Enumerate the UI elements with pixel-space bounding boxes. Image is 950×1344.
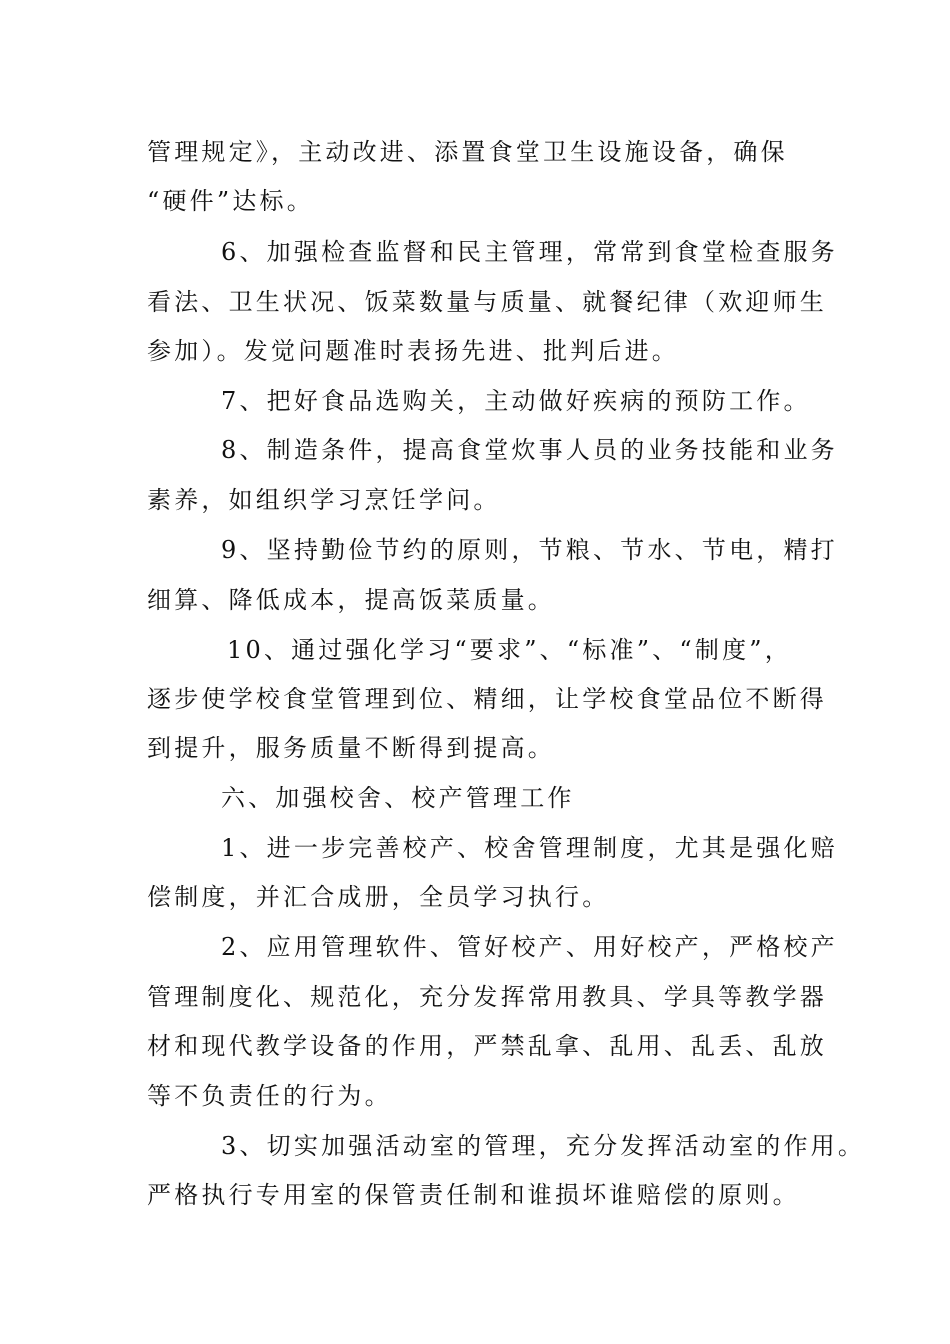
text-line: 素养，如组织学习烹饪学问。 [147, 486, 501, 514]
text-line: 严格执行专用室的保管责任制和谁损坏谁赔偿的原则。 [147, 1181, 800, 1209]
text-line: 偿制度，并汇合成册，全员学习执行。 [147, 883, 610, 911]
text-line: 看法、卫生状况、饭菜数量与质量、就餐纪律（欢迎师生 [147, 288, 827, 316]
section-heading: 六、加强校舍、校产管理工作 [221, 784, 575, 812]
paragraph-item-6: 6、加强检查监督和民主管理，常常到食堂检查服务 [221, 238, 838, 266]
paragraph-item-7: 7、把好食品选购关，主动做好疾病的预防工作。 [221, 387, 811, 415]
paragraph-item-3: 3、切实加强活动室的管理，充分发挥活动室的作用。 [221, 1132, 866, 1160]
text-line: 管理规定》，主动改进、添置食堂卫生设施设备，确保 [147, 138, 788, 166]
text-line: “硬件”达标。 [147, 187, 314, 215]
paragraph-item-2: 2、应用管理软件、管好校产、用好校产，严格校产 [221, 933, 838, 961]
text-line: 细算、降低成本，提高饭菜质量。 [147, 586, 555, 614]
paragraph-item-1: 1、进一步完善校产、校舍管理制度，尤其是强化赔 [221, 834, 838, 862]
text-line: 到提升，服务质量不断得到提高。 [147, 734, 555, 762]
paragraph-item-10: 10、通过强化学习“要求”、“标准”、“制度”， [227, 636, 792, 664]
paragraph-item-9: 9、坚持勤俭节约的原则，节粮、节水、节电，精打 [221, 536, 838, 564]
text-line: 逐步使学校食堂管理到位、精细，让学校食堂品位不断得 [147, 685, 827, 713]
paragraph-item-8: 8、制造条件，提高食堂炊事人员的业务技能和业务 [221, 436, 838, 464]
text-line: 材和现代教学设备的作用，严禁乱拿、乱用、乱丢、乱放 [147, 1032, 827, 1060]
text-line: 管理制度化、规范化，充分发挥常用教具、学具等教学器 [147, 983, 827, 1011]
text-line: 参加）。发觉问题准时表扬先进、批判后进。 [147, 337, 679, 365]
text-line: 等不负责任的行为。 [147, 1082, 392, 1110]
